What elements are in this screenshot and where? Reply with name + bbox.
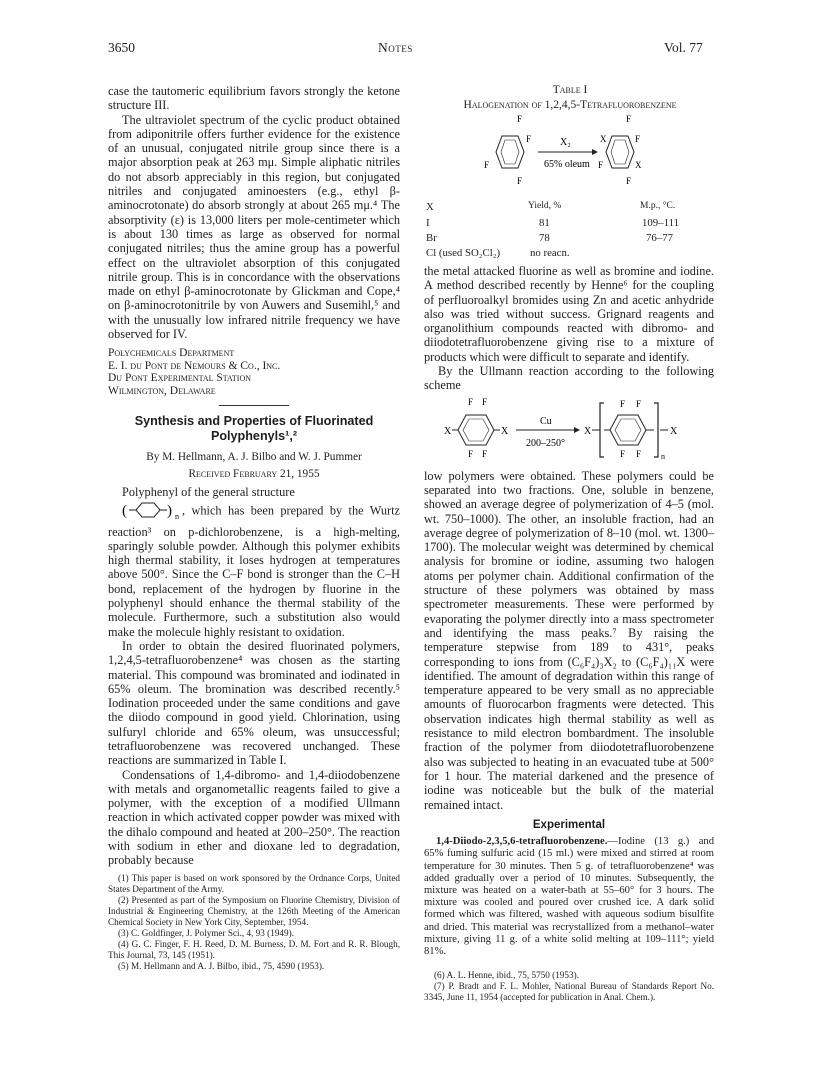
svg-text:F: F bbox=[620, 398, 626, 409]
svg-text:F: F bbox=[482, 396, 488, 407]
svg-text:X: X bbox=[670, 425, 678, 437]
svg-text:F: F bbox=[626, 114, 632, 124]
left-column bbox=[108, 84, 400, 972]
svg-text:F: F bbox=[636, 448, 642, 459]
affiliation-line: Wilmington, Delaware bbox=[108, 384, 216, 397]
table-cell: Cl (used SO₂Cl₂) bbox=[426, 247, 501, 259]
table-reagent: X₂ bbox=[560, 137, 571, 148]
experimental-heading: Experimental bbox=[532, 818, 606, 831]
svg-text:X: X bbox=[501, 425, 509, 437]
footnote: (4) G. C. Finger, F. H. Reed, D. M. Burness, D. M. Fort and R. R. Blough, This Journal, 73, 145 (1951). bbox=[108, 938, 400, 960]
table-cell: 78 bbox=[539, 232, 550, 244]
scheme-reagent: Cu bbox=[540, 415, 552, 427]
table-header-cell: Yield, % bbox=[528, 201, 562, 211]
table-cell: no reacn. bbox=[530, 247, 570, 259]
paragraph bbox=[424, 836, 714, 958]
footnotes bbox=[424, 970, 714, 1003]
ullmann-scheme bbox=[424, 393, 714, 469]
footnote: (5) M. Hellmann and A. J. Bilbo, ibid., 75, 4590 (1953). bbox=[118, 960, 325, 971]
footnote: (7) P. Bradt and F. L. Mohler, National Bureau of Standards Report No. 3345, June 11, 1954 (accepted for publication in Anal. Chem.). bbox=[424, 981, 714, 1003]
experimental-compound: 1,4-Diiodo-2,3,5,6-tetrafluorobenzene. bbox=[436, 836, 608, 848]
halogenation-scheme bbox=[480, 112, 670, 192]
intro-text: Polyphenyl of the general structure bbox=[122, 484, 295, 499]
footnote: (1) This paper is based on work sponsored by the Ordnance Corps, United States Department of the Army. bbox=[108, 872, 400, 894]
table-header-cell: M.p., °C. bbox=[640, 201, 676, 211]
paragraph: case the tautomeric equilibrium favors strongly the ketone structure III. bbox=[108, 84, 400, 113]
table-cell: 76–77 bbox=[646, 232, 673, 244]
table-conditions: 65% oleum bbox=[544, 159, 590, 170]
volume-label: Vol. 77 bbox=[664, 40, 703, 55]
svg-text:X: X bbox=[584, 425, 592, 437]
svg-text:F: F bbox=[626, 176, 632, 186]
affiliation-line: Polychemicals Department bbox=[108, 347, 235, 360]
svg-text:F: F bbox=[598, 160, 604, 170]
table-caption: Halogenation of 1,2,4,5-Tetrafluorobenzene bbox=[463, 99, 677, 111]
paragraph: low polymers were obtained. These polymers could be separated into two fractions. One, soluble in benzene, showed an average degree of polymerization of 4–5 (mol. wt. 750–1000). The other, an insoluble fraction, had an average degree of polymerization of 8–10 (mol. wt. 1300–1700). The molecular weight was determined by chemical analysis for bromine or iodine, assuming two halogen atoms per polymer chain. Additional confirmation of the structure of these polymers was obtained by mass spectrometer measurements. These were performed by evaporating the polymer directly into a mass spectrometer and identifying the mass peaks.⁷ By raising the temperature stepwise from 189 to 431°, peaks corresponding to ions from (C₆F₄)₃X₂ to (C₆F₄)₁₁X were identified. The amount of degradation within this range of temperature appeared to be very small as no appreciable amounts of fluorocarbon fragments were detected. This observation indicates high thermal stability as well as resistance to mild electron bombardment. The insoluble fraction of the polymer from diiodotetrafluorobenzene also was subjected to heating in an evacuated tube at 500° for 1 hour. The material darkened and the presence of iodine was noticeable but the bulk of the material remained intact. bbox=[424, 468, 714, 812]
affiliation-line: E. I. du Pont de Nemours & Co., Inc. bbox=[108, 359, 281, 372]
table-cell: Br bbox=[426, 232, 437, 244]
svg-text:F: F bbox=[635, 134, 641, 144]
svg-text:F: F bbox=[484, 160, 490, 170]
table-1 bbox=[426, 84, 714, 111]
svg-text:F: F bbox=[468, 396, 474, 407]
svg-text:(: ( bbox=[122, 503, 127, 520]
received-date: Received February 21, 1955 bbox=[188, 467, 320, 480]
paragraph bbox=[108, 485, 400, 639]
paragraph: The ultraviolet spectrum of the cyclic product obtained from adiponitrile offers further evidence for the existence of an unusual, conjugated nitrile group since there is a major absorption peak at 263 mμ. Simple aliphatic nitriles do not absorb appreciably in this region, but conjugated nitriles and conjugated aminoesters (e.g., ethyl β-aminocrotonate) do absorb strongly at about 265 mμ.⁴ The absorptivity (ε) is 13,000 liters per mole-centimeter which is about 130 times as large as observed for normal conjugated nitriles; thus the amine group has a powerful effect on the ultraviolet absorption of this conjugated nitrile group. This is in concordance with the observations made on ethyl β-aminocrotonate by Glickman and Cope,⁴ on β-aminocrotonitrile by von Auwers and Susemihl,⁵ and with the unusually low infrared nitrile frequency we have observed for IV. bbox=[108, 112, 400, 342]
footnote: (6) A. L. Henne, ibid., 75, 5750 (1953). bbox=[434, 970, 579, 981]
intro-text: , which has been prepared by the Wurtz reaction³ on p-dichlorobenzene, is a high-melting, sparingly soluble powder. Although this polymer exhibits high thermal stability, it loses hydrogen at temperatures above 500°. Since the C–F bond is stronger than the C–H bond, replacement of the hydrogen by fluorine in the polyphenyl should enhance the thermal stability of the molecule. Furthermore, such a substitution also would make the molecule highly resistant to oxidation. bbox=[108, 503, 400, 639]
svg-text:F: F bbox=[526, 134, 532, 144]
svg-text:F: F bbox=[620, 448, 626, 459]
article-title: Synthesis and Properties of Fluorinated Polyphenyls¹,² bbox=[134, 414, 374, 444]
svg-text:F: F bbox=[517, 176, 523, 186]
polyphenyl-structure-icon bbox=[108, 499, 182, 524]
running-header: Notes bbox=[378, 40, 413, 55]
table-cell: I bbox=[426, 217, 430, 229]
table-cell: 109–111 bbox=[642, 217, 679, 229]
affiliation-line: Du Pont Experimental Station bbox=[108, 372, 252, 385]
svg-text:F: F bbox=[636, 398, 642, 409]
table-label: Table I bbox=[552, 84, 588, 96]
svg-text:n: n bbox=[661, 451, 665, 461]
paragraph: Condensations of 1,4-dibromo- and 1,4-diiodobenzene with metals and organometallic reagents failed to give a polymer, with the exception of a modified Ullmann reaction in which activated copper powder was mixed with the dihalo compound and heated at 200–250°. The reaction with sodium in ether and dioxane led to degradation, probably because bbox=[108, 767, 400, 868]
paragraph: In order to obtain the desired fluorinated polymers, 1,2,4,5-tetrafluorobenzene⁴ was chosen as the starting material. This compound was brominated and iodinated in 65% oleum. The bromination was described recently.⁵ Iodination proceeded under the same conditions and gave the diiodo compound in good yield. Chlorination, using sulfuryl chloride and 65% oleum, was unsuccessful; tetrafluorobenzene was recovered unchanged. These reactions are summarized in Table I. bbox=[108, 638, 400, 768]
svg-text:): ) bbox=[167, 503, 172, 520]
paragraph: the metal attacked fluorine as well as bromine and iodine. A method described recently by Henne⁶ for the coupling of perfluoroalkyl bromides using Zn and acetic anhydride also was tried without success. Grignard reagents and organolithium compounds reacted with dibromo- and diiodotetrafluorobenzene giving rise to a mixture of products which were difficult to separate and identify. bbox=[424, 264, 714, 364]
experimental-section bbox=[424, 836, 714, 958]
footnote: (2) Presented as part of the Symposium on Fluorine Chemistry, Division of Industrial & Engineering Chemistry, at the 126th Meeting of the American Chemical Society in New York City, September, 1954. bbox=[108, 894, 400, 927]
paragraph: By the Ullmann reaction according to the following scheme bbox=[424, 364, 714, 393]
affiliation bbox=[108, 347, 400, 397]
svg-text:n: n bbox=[175, 512, 179, 522]
footnotes bbox=[108, 873, 400, 972]
page-number: 3650 bbox=[108, 40, 135, 55]
right-column bbox=[424, 264, 714, 1003]
svg-text:X: X bbox=[444, 425, 452, 437]
footnote: (3) C. Goldfinger, J. Polymer Sci., 4, 93 (1949). bbox=[118, 927, 294, 938]
article-authors: By M. Hellmann, A. J. Bilbo and W. J. Pummer bbox=[146, 451, 362, 464]
svg-text:X: X bbox=[635, 160, 642, 170]
svg-text:F: F bbox=[468, 448, 474, 459]
divider bbox=[219, 405, 289, 406]
svg-text:X: X bbox=[600, 134, 607, 144]
table-header-cell: X bbox=[426, 201, 434, 213]
scheme-conditions: 200–250° bbox=[526, 437, 565, 449]
table-cell: 81 bbox=[539, 217, 550, 229]
experimental-text: —Iodine (13 g.) and 65% fuming sulfuric acid (15 ml.) were mixed and stirred at room temperature for 30 minutes. Then 5 g. of tetrafluorobenzene⁴ was added gradually over a period of 10 minutes. Subsequently, the mixture was heated on a water-bath at 55–60° for 3 hours. The mixture was cooled and poured over crushed ice. A dark solid formed which was filtered, washed with aqueous sodium bisulfite and dried. This material was recrystallized from a methanol–water mixture, giving 11 g. of a white solid melting at 109–111°; yield 81%. bbox=[424, 836, 714, 957]
svg-text:F: F bbox=[517, 114, 523, 124]
svg-text:F: F bbox=[482, 448, 488, 459]
